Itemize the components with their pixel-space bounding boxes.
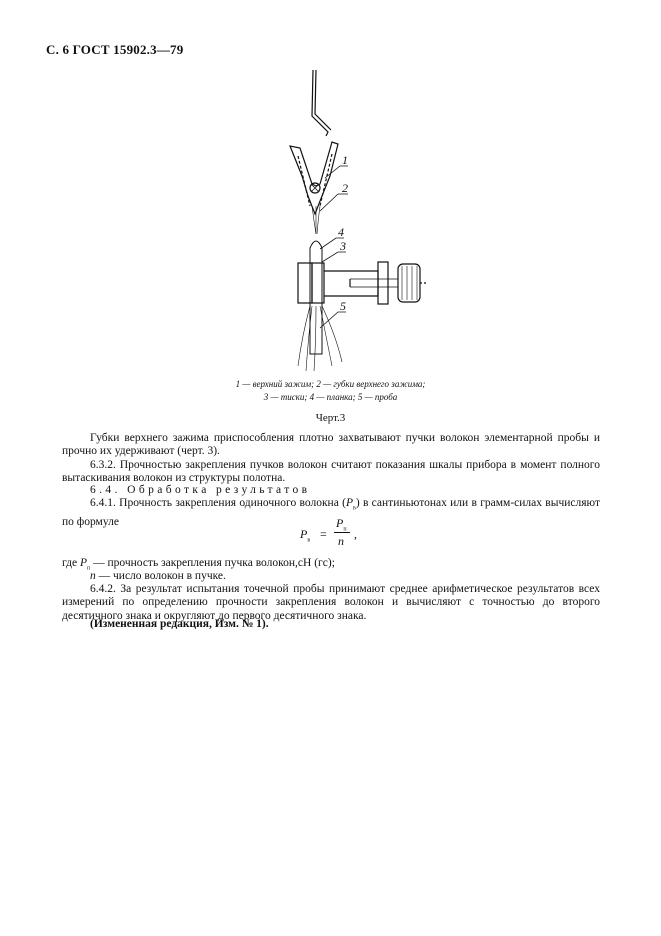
figure-label-4: 4 [338,225,344,239]
figure-caption: Черт.3 [315,412,346,424]
hook-rod [312,70,328,136]
where-line-p: где $P_п$ — прочность закрепления пучка волокон,сН (гс); [62,557,335,572]
paragraph-6-4-2: 6.4.2. За результат испытания точечной пробы принимают среднее арифметическое результатов всех измерений по определению прочности закрепления волокон и вычисляют с точностью до второго десятичного знака и округляют до первого десятичного знака. [62,583,600,622]
apparatus-figure [250,66,450,376]
figure-legend-line-1: 1 — верхний зажим; 2 — губки верхнего зажима; [235,379,426,389]
paragraph-6-3-2: 6.3.2. Прочностью закрепления пучков волокон считают показания шкалы прибора в момент полного вытаскивания волокон из структуры полотна. [62,459,600,485]
figure-label-3: 3 [340,239,346,253]
sample-fibers [298,306,342,371]
fraction-bar [334,532,350,533]
page-header: С. 6 ГОСТ 15902.3—79 [46,42,184,57]
amendment-note: (Измененная редакция, Изм. № 1). [90,618,269,630]
figure-label-2: 2 [342,181,348,195]
upper-clamp [290,142,338,214]
where-line-n: n — число волокон в пучке. [90,570,226,582]
paragraph-6-4-1: 6.4.1. Прочность закрепления одиночного волокна $(P_в)$ в сантиньютонах или в грамм-силах вычисляют по формуле [62,497,601,528]
figure-label-5: 5 [340,299,346,313]
figure-label-1: 1 [342,153,348,167]
paragraph-clamp-jaws: Губки верхнего зажима приспособления плотно захватывают пучки волокон элементарной пробы и прочно их удерживают (черт. 3). [62,432,600,458]
section-heading-6-4: 6.4. Обработка результатов [90,484,311,496]
figure-legend-line-2: 3 — тиски; 4 — планка; 5 — проба [263,392,398,402]
